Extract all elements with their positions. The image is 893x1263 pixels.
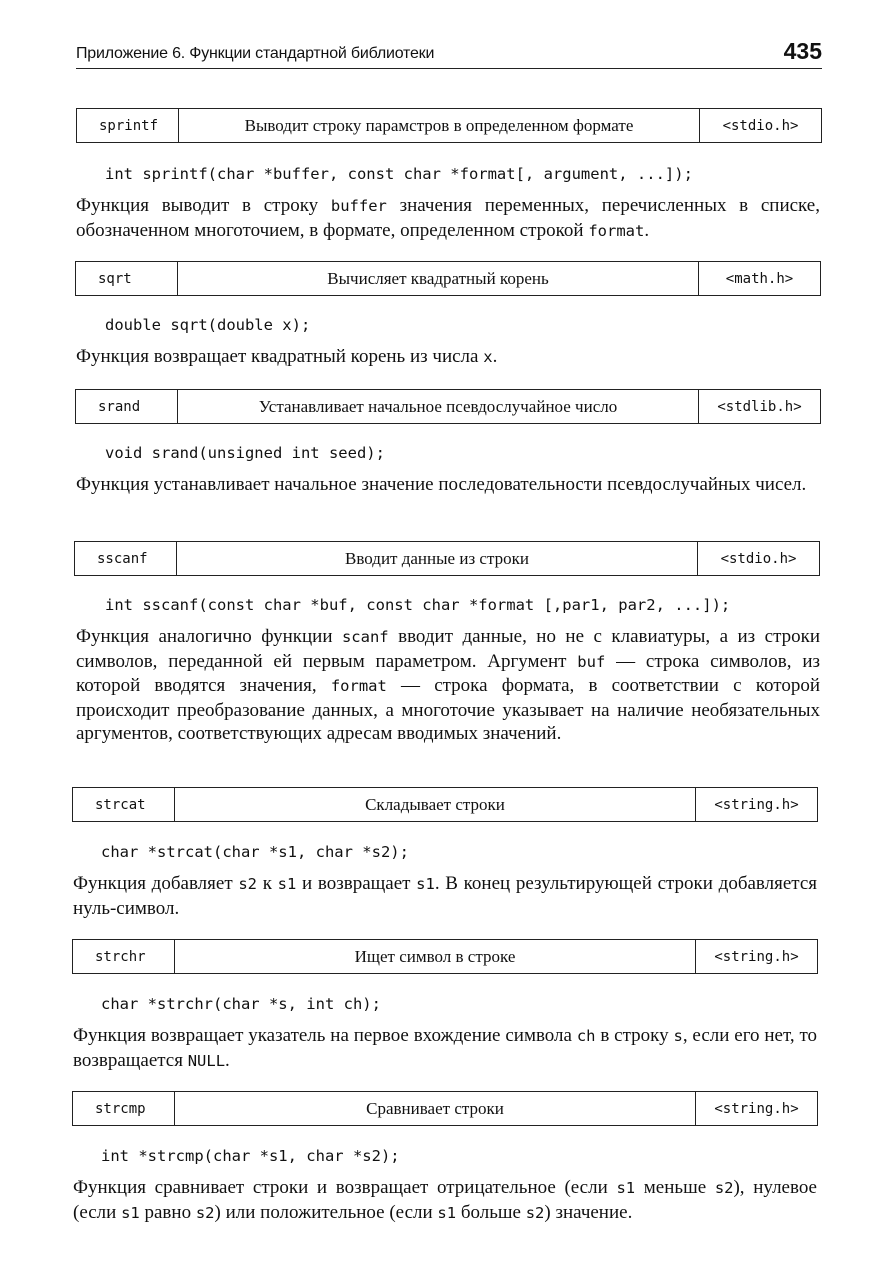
running-head: [76, 38, 822, 69]
description-text: . В конец результирующей строки добавляется нуль-символ.: [73, 873, 818, 919]
header-file: <stdio.h>: [722, 117, 799, 134]
inline-code: s1: [277, 875, 297, 893]
function-description: [73, 1176, 817, 1225]
inline-code: format: [330, 677, 387, 695]
description-text: и возвращает: [296, 873, 417, 894]
description-text: ), нулевое (если: [73, 1177, 817, 1223]
header-file: <math.h>: [725, 270, 794, 287]
inline-code: s1: [616, 1179, 636, 1197]
function-prototype: void srand(unsigned int seed);: [105, 444, 385, 462]
function-description: [76, 473, 820, 497]
function-prototype: double sqrt(double x);: [105, 316, 311, 334]
inline-code: s1: [121, 1203, 140, 1222]
header-file: <string.h>: [714, 796, 799, 813]
function-table: [75, 389, 821, 424]
description-text: в строку: [595, 1025, 674, 1046]
function-summary: Складывает строки: [175, 788, 696, 821]
function-name: strcmp: [73, 1092, 175, 1125]
function-table: [75, 261, 821, 296]
description-text: — строка формата, в соответствии с которой происходит преобразование данных, а многоточие указывает на наличие необязательных аргументов, соответствующих адресам вводимых значений.: [76, 675, 821, 744]
function-name: srand: [76, 390, 178, 423]
page-number: 435: [783, 38, 822, 64]
function-description: [76, 625, 820, 746]
inline-code: buf: [577, 652, 606, 671]
inline-code: NULL: [187, 1051, 226, 1070]
inline-code: s2: [238, 875, 258, 893]
function-prototype: int sprintf(char *buffer, const char *format[, argument, ...]);: [105, 165, 693, 183]
function-prototype: char *strchr(char *s, int ch);: [101, 995, 381, 1013]
description-text: равно: [139, 1201, 196, 1223]
description-text: .: [225, 1049, 230, 1071]
description-text: .: [492, 346, 498, 367]
inline-code: s2: [195, 1203, 215, 1222]
function-prototype: int *strcmp(char *s1, char *s2);: [101, 1147, 400, 1165]
header-file: <stdlib.h>: [717, 398, 802, 415]
description-text: вводит данные, но не с клавиатуры, а из строки символов, переданной ей первым параметром. Аргумент: [76, 626, 821, 672]
function-summary: Устанавливает начальное псевдослучайное число: [178, 390, 699, 423]
inline-code: format: [588, 221, 645, 240]
header-file: <string.h>: [714, 948, 799, 965]
function-summary: Ищет символ в строке: [175, 940, 696, 973]
function-table: [74, 541, 820, 576]
header-file: <stdio.h>: [720, 550, 797, 567]
description-text: Функция сравнивает строки и возвращает отрицательное (если: [73, 1177, 617, 1198]
header-file: <string.h>: [714, 1100, 799, 1117]
inline-code: s2: [714, 1179, 734, 1197]
function-description: [73, 872, 817, 920]
function-name: sscanf: [75, 542, 177, 575]
inline-code: x: [483, 348, 493, 366]
function-prototype: int sscanf(const char *buf, const char *format [,par1, par2, ...]);: [105, 596, 731, 614]
function-table: [72, 1091, 818, 1126]
function-table: [72, 787, 818, 822]
function-description: [76, 194, 820, 243]
description-text: Функция устанавливает начальное значение последовательности псевдослучайных чисел.: [76, 474, 807, 495]
description-text: .: [644, 219, 650, 241]
description-text: меньше: [635, 1177, 715, 1198]
function-summary: Вычисляет квадратный корень: [178, 262, 699, 295]
inline-code: scanf: [341, 628, 389, 646]
description-text: ) значение.: [544, 1201, 633, 1223]
function-table: [72, 939, 818, 974]
function-description: [73, 1024, 817, 1073]
function-name: strcat: [73, 788, 175, 821]
description-text: , если его нет, то возвращается: [73, 1025, 817, 1071]
inline-code: buffer: [330, 197, 387, 215]
inline-code: s1: [416, 875, 435, 893]
description-text: к: [257, 873, 278, 894]
function-table: [76, 108, 822, 143]
description-text: значения переменных, перечисленных в списке, обозначенном многоточием, в формате, определенном строкой: [76, 195, 820, 241]
function-description: [76, 345, 820, 370]
function-name: sqrt: [76, 262, 178, 295]
inline-code: s2: [525, 1203, 545, 1222]
function-summary: Сравнивает строки: [175, 1092, 696, 1125]
description-text: Функция выводит в строку: [76, 195, 331, 216]
function-name: strchr: [73, 940, 175, 973]
function-summary: Вводит данные из строки: [177, 542, 698, 575]
inline-code: s: [673, 1027, 683, 1045]
function-summary: Выводит строку парамстров в определенном формате: [179, 109, 700, 142]
function-name: sprintf: [77, 109, 179, 142]
chapter-title: Приложение 6. Функции стандартной библиотеки: [76, 45, 435, 62]
description-text: Функция добавляет: [73, 873, 239, 894]
description-text: больше: [456, 1201, 526, 1223]
description-text: Функция возвращает квадратный корень из числа: [76, 346, 484, 367]
inline-code: ch: [576, 1027, 596, 1045]
description-text: Функция возвращает указатель на первое вхождение символа: [73, 1025, 577, 1046]
description-text: Функция аналогично функции: [76, 626, 342, 647]
description-text: ) или положительное (если: [214, 1201, 438, 1223]
inline-code: s1: [437, 1203, 457, 1222]
function-prototype: char *strcat(char *s1, char *s2);: [101, 843, 409, 861]
description-text: — строка символов, из которой вводятся значения,: [76, 650, 820, 696]
